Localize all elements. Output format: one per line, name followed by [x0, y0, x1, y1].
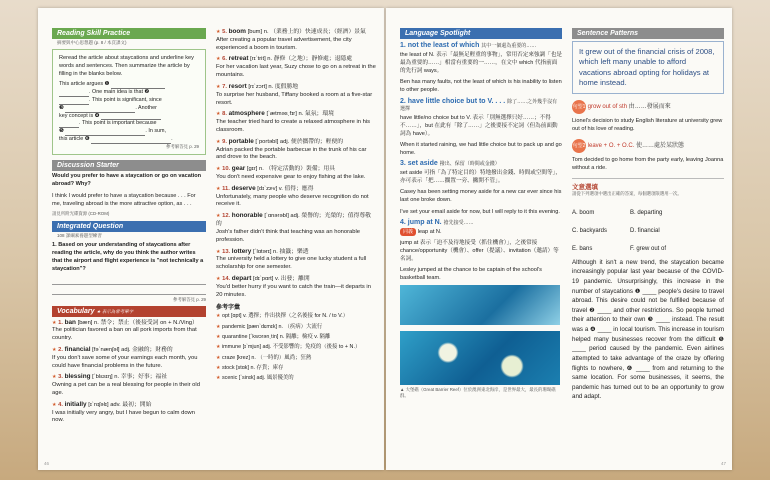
left-column-2: [216, 28, 376, 456]
page-number-right: 47: [720, 461, 726, 466]
star-icon: ★: [52, 346, 57, 353]
reference-words-title: 參考字彙: [216, 305, 241, 312]
reference-word: ★ opt [ɑpt] v. 選擇；作出抉擇（之名後接 for N. / to V.）: [216, 313, 349, 320]
cloze-title: 文意選填: [572, 178, 724, 191]
left-page: [38, 8, 384, 470]
reading-skill-subtitle: 摘要與中心思想題 (p. 8 / 本頁課文): [57, 40, 127, 45]
star-icon: ★: [216, 185, 221, 192]
discussion-question: Would you prefer to have a staycation or go on vacation abroad? Why?: [52, 173, 202, 188]
star-icon: ★: [216, 323, 221, 330]
star-icon: ★: [216, 344, 221, 351]
summary-line: . This point is important because: [59, 120, 199, 128]
star-icon: ★: [52, 374, 57, 381]
answer-line: [52, 287, 206, 295]
spotlight-example-1: Ben has many faults, not the least of which is his inability to listen to other people.: [400, 79, 562, 94]
reference-word: ★ craze [krez] n. （一時的）風尚；狂熱: [216, 354, 312, 361]
reference-word: ★ scenic [ˋsinɪk] adj. 風景優美的: [216, 375, 294, 382]
star-icon: ★: [216, 375, 221, 382]
cloze-option: F. grew out of: [630, 245, 667, 252]
vocab-entry: ★ 5. boom [bum] n. （業務上的）快速成長；（經濟）景氣 After creating a popular travel advertisement, the city experienced a boom in tourism.: [216, 28, 366, 51]
spotlight-item-3: 3. set aside 撥出、保留（時間或金錢）: [400, 160, 500, 168]
vocab-entry: ★ 13. lottery [ˋlɑtərɪ] n. 抽籤；樂透 The university held a lottery to give one lucky student a full scholarship for one semester.: [216, 247, 367, 271]
star-icon: ★: [216, 138, 221, 145]
sentence-pattern-quote: It grew out of the financial crisis of 2008, which left many unable to afford vacations abroad opting for holidays at home instead.: [572, 41, 724, 94]
answer-line: [52, 277, 206, 285]
reference-word: ★ pandemic [pænˋdɛmɪk] n. （疾病）大流行: [216, 323, 323, 330]
star-icon: ★: [52, 319, 57, 326]
spotlight-item-2: 2. have little choice but to V. . . . 除了……之外幾乎沒有選擇: [400, 97, 558, 112]
vocabulary-title: Vocabulary ★ 表示為常考單字: [52, 306, 206, 317]
spotlight-item-4: 4. jump at N. 搶先接受……: [400, 218, 474, 226]
star-icon: ★: [216, 213, 221, 220]
vocab-entry: ★ 8. atmosphere [ˋætməs͵fɪr] n. 氣氛；環境 The teacher tried hard to create a relaxed atmosphere in his classroom.: [216, 110, 371, 133]
star-icon: ★: [216, 313, 221, 320]
cloze-option: C. backyards: [572, 227, 608, 234]
summary-line: . One main idea is that ❷: [59, 89, 199, 97]
photo-caption: ▲ 大堡礁（Great Barrier Reef）位於澳洲東北海岸，是世界最大，最長的珊瑚礁群。: [400, 387, 556, 399]
star-icon: ★: [216, 248, 221, 255]
integrated-subtitle: 108 課綱素養題型練習: [57, 233, 102, 239]
vocab-entry: ★ 9. portable [ˋportəbl] adj. 便於攜帶的；輕便的 Adrian packed the portable barbecue in the trunk of his car and drove to the beach.: [216, 137, 367, 161]
right-column-2: [572, 28, 724, 456]
reading-skill-instructions: Reread the article about staycations and underline key words and sentences. Then summarize the article by filling in the blanks below.: [59, 55, 194, 78]
cloze-options: [572, 201, 724, 255]
cloze-passage: Although it isn't a new trend, the staycation became increasingly popular last year because of the COVID-19 pandemic. Unsurprisingly, this increase in the number of staycations ❶ ____ people's desire to travel abroad. This desire could not be fulfilled because of travel ❷ ____ and other restrictions. So people turned their attention to their own ❸ ____ instead. The result was a ❹ ____ in local tourism. This increase in tourism helped many businesses recover from the difficult ❺ ____ period caused by the pandemic. Even airlines attempted to take advantage of the craze by offering flights to nowhere, ❻ ____ from and returning to the same location. For some businesses, it seems, the pandemic has turned out to be an opportunity to grow and adapt.: [572, 258, 724, 401]
vocab-entry: ★ 11. deserve [dɪˋzɝv] v. 值得；應得 Unfortunately, many people who deserve recognition do not receive it.: [216, 184, 369, 208]
integrated-ref: 參考解答見 p. 29: [173, 296, 206, 302]
vocab-list-left: [52, 319, 206, 426]
spotlight-body-2: have little/no choice but to V. 表示「別無選擇只好……；不得不……」，but 在此有「除了……」之後要接不定詞（但為前面動詞為 have）。: [400, 114, 558, 137]
summary-line: ❸ . Another: [59, 104, 157, 111]
star-icon: ★: [216, 166, 221, 173]
pattern-1: 句型1 grow out of sth 由……發展而來: [572, 100, 724, 114]
pattern-1-example: Lionel's decision to study English literature at university grew out of his love of reading.: [572, 118, 723, 133]
reef-photo: [400, 331, 560, 385]
star-icon: ★: [216, 275, 221, 282]
spotlight-body-4: jump at 表示「迫不及待地接受（抓住機會）」，之後常接 chance/opportunity（機會）、offer（提議）、invitation（邀請）等名詞。: [400, 239, 559, 263]
right-page: [386, 8, 732, 470]
cloze-option: B. departing: [630, 209, 663, 216]
star-icon: ★: [216, 354, 221, 361]
summary-line: key concept is ❹: [59, 113, 199, 121]
spotlight-example-4: Lesley jumped at the chance to be captain of the school's basketball team.: [400, 267, 542, 282]
summary-line: . This point is significant, since: [59, 97, 199, 105]
star-icon: ★: [216, 364, 221, 371]
reading-skill-box: [52, 49, 206, 155]
spotlight-example-3a: Casey has been setting money aside for a new car ever since his last one broke down.: [400, 189, 562, 204]
star-icon: ★: [52, 401, 57, 408]
vocab-entry: ★ 3. blessing [ˋblɛsɪŋ] n. 幸事；好事；福祉 Owning a pet can be a real blessing for people in their old age.: [52, 373, 200, 397]
integrated-title: Integrated Question: [52, 221, 206, 232]
reference-words-list: [216, 313, 376, 382]
reference-word: ★ immune [ɪˋmjun] adj. 不受影響的；免疫的（後接 to + N.）: [216, 344, 361, 351]
spotlight-example-2: When it started raining, we had little choice but to pack up and go home.: [400, 141, 562, 156]
right-column-1: [400, 28, 562, 456]
discussion-note: 請見所附光碟資源 (CD-ROM): [52, 211, 110, 217]
vocab-list-right: [216, 28, 376, 299]
cloze-instruction: 請從下列選項中選出正確的答案，每個選項限選用一次。: [572, 191, 682, 197]
spotlight-synonym: 同義 leap at N.: [400, 228, 562, 236]
sentence-patterns-title: Sentence Patterns: [572, 28, 724, 39]
left-column-1: [52, 28, 206, 456]
spotlight-body-3: set aside 可指「為了特定目的）特地撥出金錢、時間或空間等」，亦可表示「把……擱置一旁、撇開不管」。: [400, 170, 561, 185]
integrated-question: 1. Based on your understanding of staycations after reading the article, why do you think the author writes that the airport and flight experience is "not technically a staycation"?: [52, 242, 204, 272]
vocab-entry: ★ 6. retreat [rɪˋtrit] n. 靜修（之地）；靜修處；退隱處 For her vacation last year, Suzy chose to go on a retreat in the mountains.: [216, 55, 376, 79]
cloze-option: E. bans: [572, 245, 593, 252]
discussion-title: Discussion Starter: [52, 160, 206, 171]
spotlight-body-1: the least of N. 表示「最無足輕重的事物」，常用否定來強調「也是最為重要的……」相當有重要的一……，在文中 which 代指前面的先行詞 ways。: [400, 52, 562, 75]
vocab-entry: ★ 1. ban [bæn] n. 禁令；禁止（後接受詞 on + N./Ving） The politician favored a ban on all pork imports from that country.: [52, 318, 198, 342]
discussion-answer: I think I would prefer to have a staycation because . . . For me, traveling abroad is the more attractive option, as . . .: [52, 192, 196, 208]
reef-photo-small: [400, 285, 560, 325]
star-icon: ★: [216, 56, 221, 63]
reference-word: ★ stock [stɑk] n. 存貨；庫存: [216, 364, 284, 371]
star-icon: ★: [216, 333, 221, 340]
pattern-2-example: Tom decided to go home from the party early, leaving Joanna without a ride.: [572, 157, 724, 172]
star-icon: ★: [216, 111, 221, 118]
cloze-option: D. financial: [630, 227, 660, 234]
vocab-entry: ★ 4. initially [ɪˋnɪʃəlɪ] adv. 最初；開始 I was initially very angry, but I have begun to calm down now.: [52, 400, 195, 424]
summary-line: ❺ . In sum,: [59, 128, 167, 135]
reading-skill-ref: 參考解答見 p. 29: [166, 143, 199, 149]
cloze-option: A. boom: [572, 209, 595, 216]
spotlight-example-3b: I've set your email aside for now, but I will reply to it this evening.: [400, 208, 560, 215]
language-spotlight-title: Language Spotlight: [400, 28, 562, 39]
spotlight-item-1: 1. not the least of which 其中一個還為重要的……: [400, 42, 537, 49]
vocab-entry: ★ 14. depart [dɪˋpɑrt] v. 出發；離開 You'd better hurry if you want to catch the train—it departs in 20 minutes.: [216, 274, 371, 298]
summary-line: This article argues ❶: [59, 81, 199, 89]
summary-line: this article ❻ .: [59, 136, 173, 143]
reading-skill-title: Reading Skill Practice: [52, 28, 206, 39]
star-icon: ★: [216, 29, 221, 35]
vocab-entry: ★ 2. financial [fəˋnænʃəl] adj. 金融的；財務的 If you don't save some of your earnings each month, you could have financial problems in the future.: [52, 345, 198, 369]
vocab-entry: ★ 10. gear [gɪr] n. （特定活動的）裝備；用具 You don't need expensive gear to enjoy fishing at the lake.: [216, 165, 366, 180]
reference-word: ★ quarantine [ˋkwɔrən͵tin] n. 隔離；檢疫 v. 隔離: [216, 333, 331, 340]
star-icon: ★: [216, 83, 221, 90]
page-number-left: 46: [44, 461, 50, 466]
vocab-entry: ★ 7. resort [rɪˋzɔrt] n. 度假勝地 To surprise her husband, Tiffany booked a room at a five-star resort.: [216, 82, 373, 106]
vocab-entry: ★ 12. honorable [ˋɑnərəbl] adj. 榮譽的；光榮的；值得尊敬的 Josh's father didn't think that teaching was an honorable profession.: [216, 212, 371, 243]
pattern-2: 句型2 leave + O. + O.C. 使……處於某狀態: [572, 139, 724, 153]
